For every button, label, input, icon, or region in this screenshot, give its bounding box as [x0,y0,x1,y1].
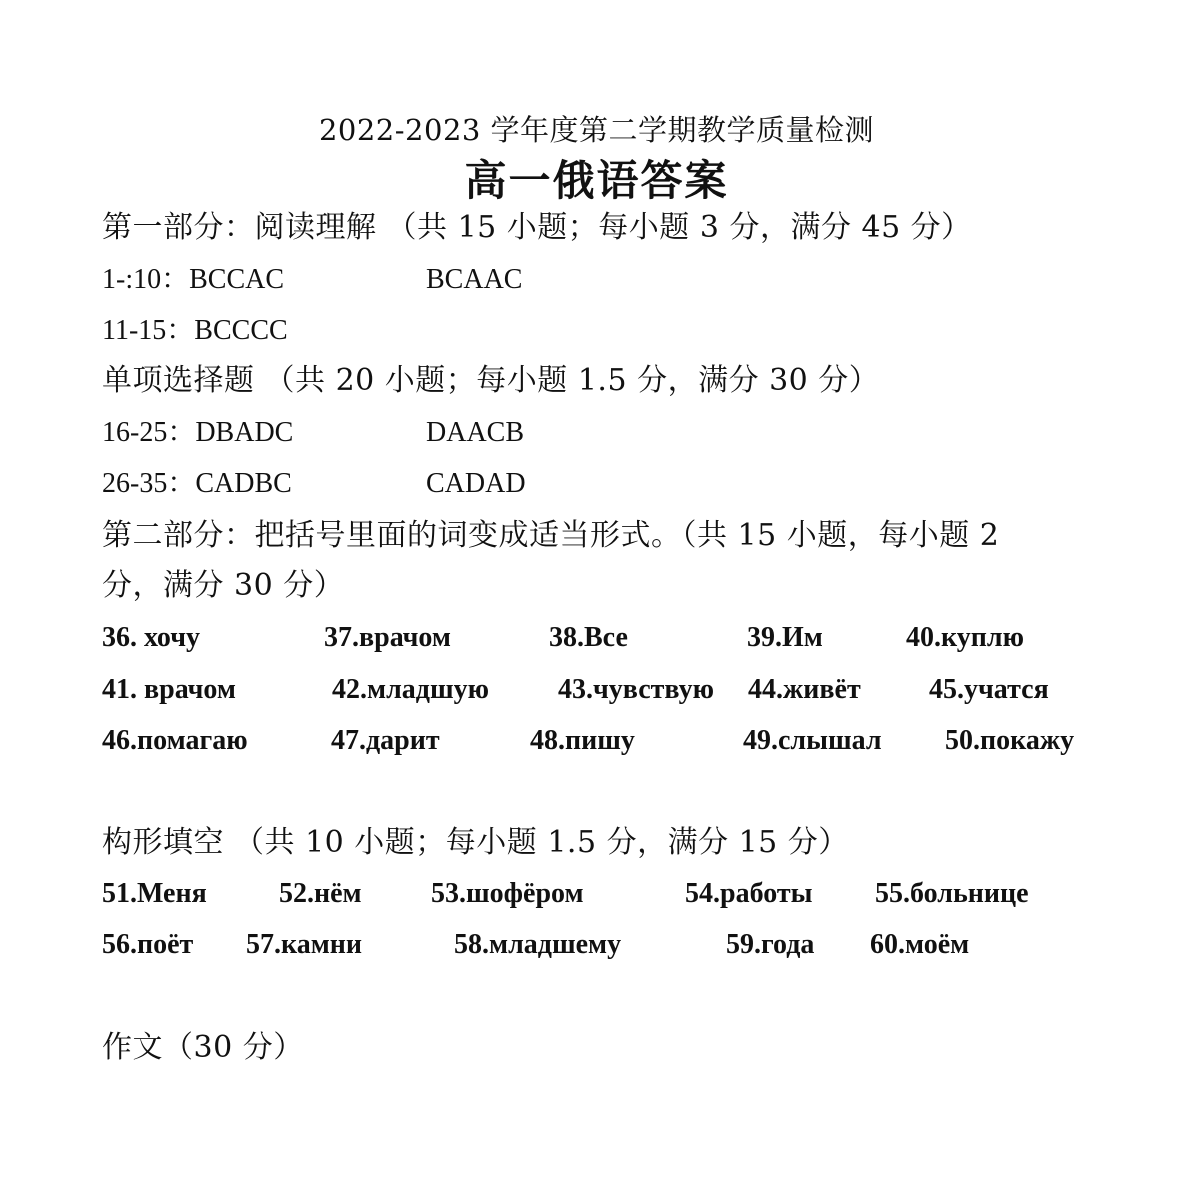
answer-word: 43.чувствую [558,674,714,705]
single-choice-answer-row [102,415,1002,451]
answer-word: 44.живёт [748,674,861,705]
answer-word: 50.покажу [945,725,1075,756]
answer-range: 16-25：DBADC [102,417,294,448]
word-formation-heading: 构形填空 （共 10 小题；每小题 1.5 分，满分 15 分） [102,825,849,860]
answer-range: 11-15：BCCCC [102,315,288,346]
answer-word: 58.младшему [454,929,622,960]
answer-word: 41. врачом [102,674,236,705]
part1-heading: 第一部分：阅读理解 （共 15 小题；每小题 3 分，满分 45 分） [102,210,972,245]
word-formation-answer-row [102,927,1102,963]
answer-word: 40.куплю [906,622,1024,653]
answer-word: 53.шофёром [431,878,584,909]
answer-word: 54.работы [685,878,813,909]
composition-heading: 作文（30 分） [102,1030,304,1065]
single-choice-heading: 单项选择题 （共 20 小题；每小题 1.5 分，满分 30 分） [102,363,880,398]
answer-word: 46.помагаю [102,725,248,756]
single-choice-answer-row [102,466,1002,502]
answer-range: 26-35：CADBC [102,468,292,499]
answer-word: 47.дарит [331,725,440,756]
part2-answer-row [102,723,1112,759]
part2-answer-row [102,620,1112,656]
word-formation-answer-row [102,876,1102,912]
part2-answer-row [102,672,1112,708]
answer-group: BCAAC [426,264,523,295]
answer-word: 36. хочу [102,622,200,653]
answer-word: 52.нём [279,878,362,909]
part2-heading-line2: 分，满分 30 分） [102,568,345,603]
answer-word: 42.младшую [332,674,489,705]
answer-word: 49.слышал [743,725,882,756]
answer-word: 39.Им [747,622,823,653]
answer-word: 45.учатся [929,674,1049,705]
answer-word: 48.пишу [530,725,635,756]
answer-word: 37.врачом [324,622,451,653]
answer-word: 38.Все [549,622,628,653]
answer-group: CADAD [426,468,526,499]
answer-word: 55.больнице [875,878,1029,909]
answer-range: 1-:10：BCCAC [102,264,285,295]
answer-word: 56.поёт [102,929,194,960]
answer-word: 51.Меня [102,878,207,909]
part1-answer-row [102,262,1002,298]
answer-group: DAACB [426,417,525,448]
answer-word: 57.камни [246,929,363,960]
part2-heading-line1: 第二部分：把括号里面的词变成适当形式。（共 15 小题，每小题 2 [102,518,1000,553]
exam-title: 2022-2023 学年度第二学期教学质量检测 [318,113,875,147]
part1-answer-row [102,313,1002,349]
answer-word: 59.года [726,929,815,960]
answer-word: 60.моём [870,929,970,960]
document-title: 高一俄语答案 [464,156,729,205]
